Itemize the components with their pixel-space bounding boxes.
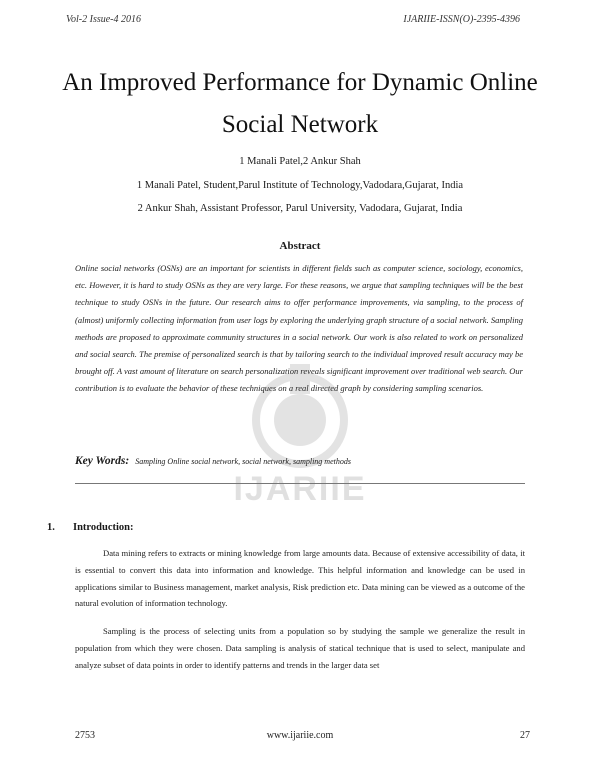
section-number: 1.	[47, 522, 55, 533]
author-list: 1 Manali Patel,2 Ankur Shah	[239, 156, 361, 167]
header-volume: Vol-2 Issue-4 2016	[66, 14, 141, 25]
watermark-text: IJARIIE	[233, 470, 367, 508]
affiliation-1: 1 Manali Patel, Student,Parul Institute of Technology,Vadodara,Gujarat, India	[136, 180, 464, 191]
keywords-text: Sampling Online social network, social network, sampling methods	[135, 457, 351, 466]
keywords-label: Key Words:	[75, 455, 130, 467]
affiliation-2: 2 Ankur Shah, Assistant Professor, Parul University, Vadodara, Gujarat, India	[137, 203, 463, 214]
footer-website: www.ijariie.com	[266, 730, 334, 741]
abstract-text: Online social networks (OSNs) are an important for scientists in different fields such as computer science, sociology, economics, etc. However, it is hard to study OSNs as they are very large. For these reasons, we argue that sampling techniques will be the best technique to study OSNs in the future. Our research aims to offer performance improvements, via sampling, to the process of (almost) uniformly collecting information from user logs by exploring the underlying graph structure of a social network. Sampling methods are proposed to approximate community structures in a social network. Our work is also related to work on personalized and social search. The premise of personalized search is that by tailoring search to the individual improved result accuracy may be brought off. A vast amount of literature on search personalization reveals significant improvement over traditional web search. Our contribution is to evaluate the behavior of these techniques on a real directed graph by considering sampling scenarios.	[75, 263, 523, 394]
paper-title: An Improved Performance for Dynamic Online Social Network	[62, 69, 538, 138]
header-issn: IJARIIE-ISSN(O)-2395-4396	[403, 14, 520, 25]
section-title: Introduction:	[73, 522, 134, 533]
intro-paragraph-2: Sampling is the process of selecting units from a population so by studying the sample we generalize the result in population from which they were chosen. Data sampling is analysis of statical technique that is used to select, manipulate and analyze subset of data points in order to identify patterns and trends in the larger data set	[75, 626, 525, 670]
keywords-line	[75, 455, 535, 467]
footer-paper-id: 2753	[75, 730, 95, 741]
intro-paragraph-1: Data mining refers to extracts or mining knowledge from large amounts data. Because of extensive accessibility of data, it is essential to convert this data into information and knowledge. This helpful information and knowledge can be used in applications similar to Business management, market analysis, Risk prediction etc. Data mining can be viewed as a outcome of the natural evolution of information technology.	[75, 548, 525, 609]
section-heading-introduction	[47, 522, 133, 533]
footer-page-number: 27	[520, 730, 530, 741]
section-divider	[75, 483, 525, 484]
abstract-heading: Abstract	[279, 240, 321, 252]
